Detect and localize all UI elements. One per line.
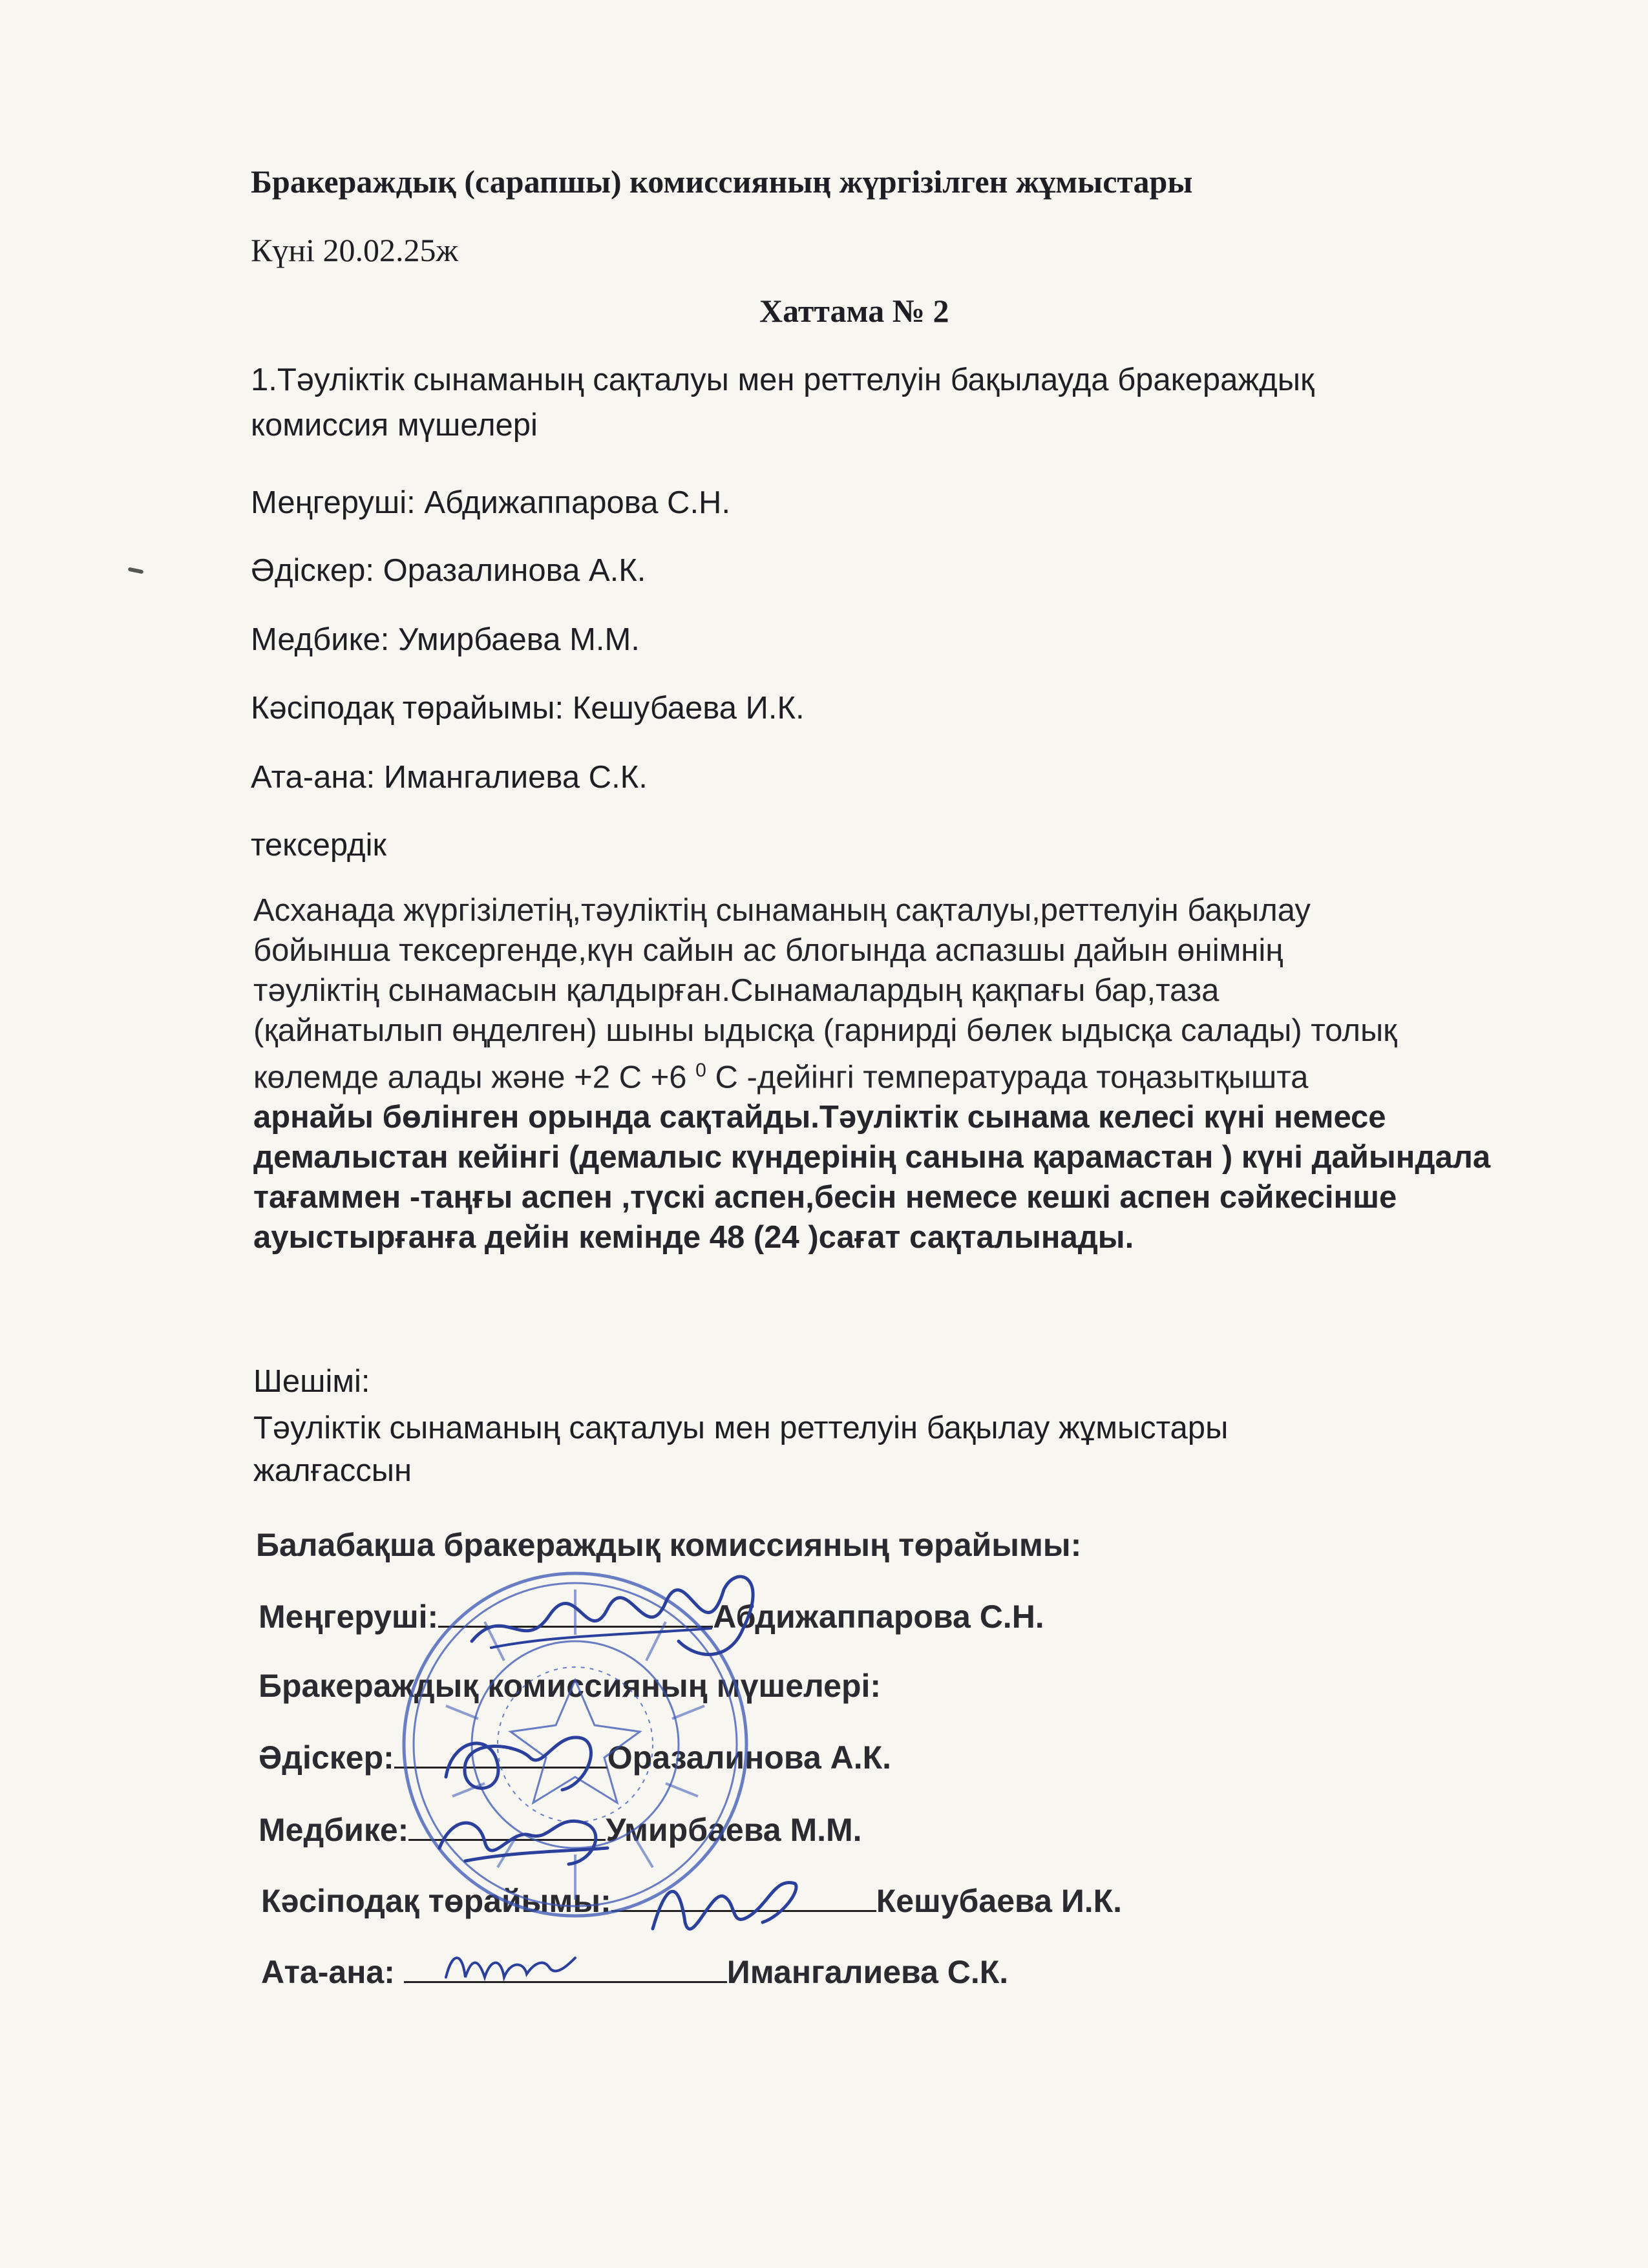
body-line: тәуліктің сынамасын қалдырған.Сынамалардың қақпағы бар,таза xyxy=(253,973,1220,1008)
body-line: Асханада жүргізілетің,тәуліктің сынаманың сақталуы,реттелуін бақылау xyxy=(253,893,1311,928)
signatory-name: Имангалиева С.К. xyxy=(726,1954,1009,1990)
member-union-chair: Кәсіподақ төрайымы: Кешубаева И.К. xyxy=(251,691,805,726)
chair-role: Меңгеруші: xyxy=(259,1599,439,1635)
body-line: тағаммен -таңғы аспен ,түскі аспен,бесін немесе кешкі аспен сәйкесінше xyxy=(253,1180,1397,1215)
decision-line-1: Тәуліктік сынаманың сақталуы мен реттелуін бақылау жұмыстары xyxy=(253,1411,1229,1445)
signatory-role: Кәсіподақ төрайымы: xyxy=(261,1883,611,1919)
signatory-name: Кешубаева И.К. xyxy=(876,1883,1123,1919)
body-line: (қайнатылып өңделген) шыны ыдысқа (гарнирді бөлек ыдысқа салады) толық xyxy=(253,1013,1397,1048)
protocol-number: Хаттама № 2 xyxy=(759,293,949,329)
item-line-1: 1.Тәуліктік сынаманың сақталуы мен реттелуін бақылауда бракераждық xyxy=(251,362,1315,397)
signatory-role: Ата-ана: xyxy=(261,1954,395,1990)
member-methodist: Әдіскер: Оразалинова А.К. xyxy=(251,553,646,588)
body-paragraph xyxy=(253,890,1490,1257)
signatory-name: Умирбаева М.М. xyxy=(606,1812,862,1848)
item-line-2: комиссия мүшелері xyxy=(251,408,538,443)
members-heading: Бракераждық комиссияның мүшелері: xyxy=(259,1668,882,1704)
parent-signature-icon xyxy=(439,1938,582,1997)
chair-heading: Балабақша бракераждық комиссияның төрайымы: xyxy=(256,1527,1082,1563)
body-line: демалыстан кейінгі (демалыс күндерінің санына қарамастан ) күні дайындала xyxy=(253,1140,1491,1175)
signatory-role: Әдіскер: xyxy=(259,1739,394,1776)
decision-label: Шешімі: xyxy=(253,1364,370,1399)
member-nurse: Медбике: Умирбаева М.М. xyxy=(251,622,640,657)
nurse-signature-icon xyxy=(427,1790,620,1887)
signatory-role: Медбике: xyxy=(259,1812,409,1848)
body-line: арнайы бөлінген орында сақтайды.Тәуліктік сынама келесі күні немесе xyxy=(253,1100,1386,1135)
decision-line-2: жалғассын xyxy=(253,1453,412,1488)
body-line: ауыстырғанға дейін кемінде 48 (24 )сағат сақталынады. xyxy=(253,1220,1134,1255)
chair-name: Абдижаппарова С.Н. xyxy=(713,1599,1044,1635)
union-chair-signature-icon xyxy=(640,1858,808,1948)
body-line-part: С -дейінгі температурада тоңазытқышта xyxy=(715,1060,1309,1095)
body-line-part: көлемде алады және +2 С +6 xyxy=(253,1060,687,1095)
signatory-name: Оразалинова А.К. xyxy=(607,1739,892,1776)
document-date: Күні 20.02.25ж xyxy=(251,232,459,268)
member-parent: Ата-ана: Имангалиева С.К. xyxy=(251,760,648,795)
member-head: Меңгеруші: Абдижаппарова С.Н. xyxy=(251,485,731,520)
chair-signature-icon xyxy=(465,1564,776,1674)
scan-mark xyxy=(128,567,144,574)
degree-superscript: 0 xyxy=(695,1060,706,1081)
body-line: бойынша тексергенде,күн сайын ас блогында аспазшы дайын өнімнің xyxy=(253,933,1284,968)
document-title: Бракераждық (сарапшы) комиссияның жүргізілген жұмыстары xyxy=(251,163,1193,200)
body-line xyxy=(253,1051,1490,1097)
parent-signature-line xyxy=(261,1951,1008,1991)
checked-word: тексердік xyxy=(251,828,386,863)
